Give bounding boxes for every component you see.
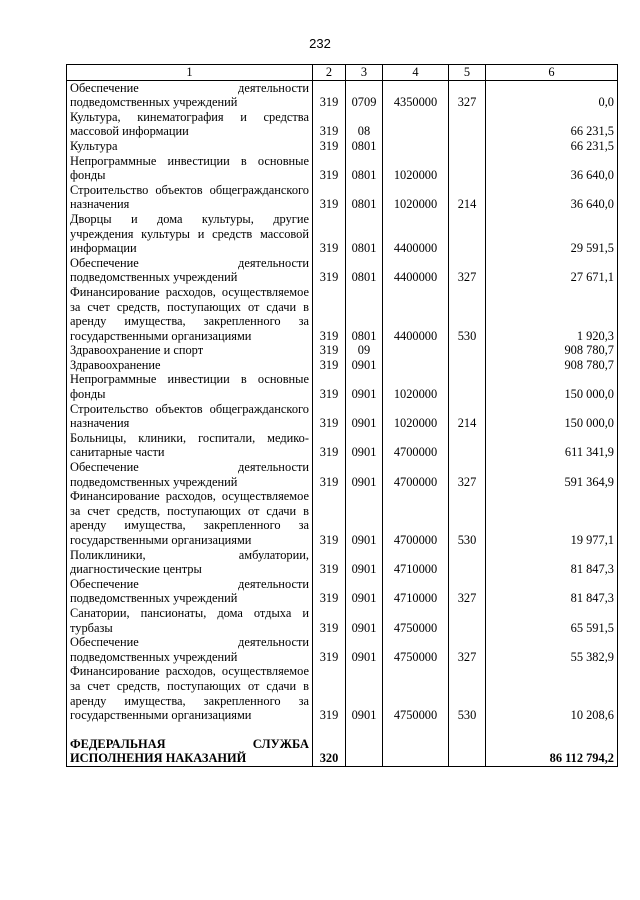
total-amount: 86 112 794,2 — [486, 737, 618, 767]
row-amount: 150 000,0 — [486, 372, 618, 401]
row-code-2: 319 — [313, 548, 346, 577]
row-name: Обеспечение деятельности подведомственных учреждений — [67, 635, 313, 664]
row-code-4: 4710000 — [383, 548, 449, 577]
row-code-5 — [449, 548, 486, 577]
row-name: Больницы, клиники, госпитали, медико-санитарные части — [67, 431, 313, 460]
row-name: Финансирование расходов, осуществляемое за счет средств, поступающих от сдачи в аренду имущества, закрепленного за государственными организациями — [67, 285, 313, 343]
row-code-5: 327 — [449, 256, 486, 285]
table-row — [67, 80, 618, 110]
table-row — [67, 154, 618, 183]
row-code-3: 0901 — [346, 635, 383, 664]
row-code-3: 0901 — [346, 358, 383, 373]
row-code-2: 319 — [313, 139, 346, 154]
table-row — [67, 460, 618, 489]
row-amount: 19 977,1 — [486, 489, 618, 547]
row-code-4: 4750000 — [383, 606, 449, 635]
row-code-4 — [383, 358, 449, 373]
table-row — [67, 606, 618, 635]
row-amount: 66 231,5 — [486, 110, 618, 139]
row-code-3: 08 — [346, 110, 383, 139]
row-code-2: 319 — [313, 460, 346, 489]
table-row — [67, 402, 618, 431]
table-body — [67, 80, 618, 766]
table-row — [67, 635, 618, 664]
total-code-2: 320 — [313, 737, 346, 767]
row-name: Обеспечение деятельности подведомственных учреждений — [67, 256, 313, 285]
row-code-3: 0901 — [346, 402, 383, 431]
row-code-5 — [449, 110, 486, 139]
row-name: Строительство объектов общегражданского назначения — [67, 402, 313, 431]
row-amount: 65 591,5 — [486, 606, 618, 635]
row-code-3: 09 — [346, 343, 383, 358]
row-code-3: 0901 — [346, 431, 383, 460]
row-code-5 — [449, 372, 486, 401]
row-code-4: 4750000 — [383, 664, 449, 722]
row-code-2: 319 — [313, 285, 346, 343]
row-code-3: 0901 — [346, 606, 383, 635]
page-number: 232 — [309, 36, 331, 51]
row-code-2: 319 — [313, 154, 346, 183]
row-code-3: 0901 — [346, 372, 383, 401]
row-code-5 — [449, 212, 486, 256]
row-name: Поликлиники, амбулатории, диагностические центры — [67, 548, 313, 577]
row-code-2: 319 — [313, 606, 346, 635]
row-code-4 — [383, 343, 449, 358]
table-row — [67, 139, 618, 154]
row-name: Финансирование расходов, осуществляемое за счет средств, поступающих от сдачи в аренду имущества, закрепленного за государственными организациями — [67, 664, 313, 722]
row-code-4: 4700000 — [383, 460, 449, 489]
spacer-row — [67, 723, 618, 737]
row-code-2: 319 — [313, 372, 346, 401]
row-amount: 55 382,9 — [486, 635, 618, 664]
table-row — [67, 577, 618, 606]
row-code-4 — [383, 139, 449, 154]
row-code-3: 0901 — [346, 460, 383, 489]
row-code-3: 0901 — [346, 548, 383, 577]
row-name: Санатории, пансионаты, дома отдыха и турбазы — [67, 606, 313, 635]
row-code-3: 0901 — [346, 577, 383, 606]
table-row — [67, 343, 618, 358]
row-amount: 29 591,5 — [486, 212, 618, 256]
row-code-3: 0801 — [346, 183, 383, 212]
column-header-5: 5 — [449, 65, 486, 81]
row-code-5 — [449, 358, 486, 373]
row-code-5: 327 — [449, 577, 486, 606]
row-code-2: 319 — [313, 183, 346, 212]
row-name: Строительство объектов общегражданского назначения — [67, 183, 313, 212]
row-amount: 611 341,9 — [486, 431, 618, 460]
row-code-2: 319 — [313, 212, 346, 256]
row-code-4 — [383, 110, 449, 139]
table-row — [67, 110, 618, 139]
row-code-2: 319 — [313, 358, 346, 373]
row-code-5 — [449, 431, 486, 460]
table-row — [67, 489, 618, 547]
row-code-2: 319 — [313, 256, 346, 285]
table-row — [67, 431, 618, 460]
row-code-2: 319 — [313, 431, 346, 460]
row-amount: 81 847,3 — [486, 577, 618, 606]
table-row — [67, 256, 618, 285]
row-code-2: 319 — [313, 577, 346, 606]
row-code-3: 0801 — [346, 285, 383, 343]
table-row — [67, 285, 618, 343]
row-code-2: 319 — [313, 110, 346, 139]
row-name: Культура, кинематография и средства массовой информации — [67, 110, 313, 139]
row-code-2: 319 — [313, 635, 346, 664]
row-code-5: 530 — [449, 489, 486, 547]
row-code-5: 530 — [449, 285, 486, 343]
row-name: Непрограммные инвестиции в основные фонды — [67, 154, 313, 183]
row-code-4: 4750000 — [383, 635, 449, 664]
row-code-4: 1020000 — [383, 402, 449, 431]
row-code-2: 319 — [313, 80, 346, 110]
row-code-2: 319 — [313, 343, 346, 358]
row-code-3: 0801 — [346, 154, 383, 183]
row-code-2: 319 — [313, 402, 346, 431]
column-header-1: 1 — [67, 65, 313, 81]
row-code-4: 4700000 — [383, 489, 449, 547]
row-code-3: 0801 — [346, 212, 383, 256]
row-code-5 — [449, 139, 486, 154]
row-amount: 908 780,7 — [486, 358, 618, 373]
row-name: Дворцы и дома культуры, другие учреждения культуры и средств массовой информации — [67, 212, 313, 256]
total-code-4 — [383, 737, 449, 767]
row-amount: 81 847,3 — [486, 548, 618, 577]
row-code-4: 4400000 — [383, 256, 449, 285]
row-code-3: 0801 — [346, 256, 383, 285]
row-code-5 — [449, 606, 486, 635]
row-amount: 36 640,0 — [486, 183, 618, 212]
row-amount: 27 671,1 — [486, 256, 618, 285]
row-code-4: 1020000 — [383, 183, 449, 212]
row-code-5: 327 — [449, 635, 486, 664]
column-header-4: 4 — [383, 65, 449, 81]
row-code-3: 0709 — [346, 80, 383, 110]
column-header-3: 3 — [346, 65, 383, 81]
row-code-5: 327 — [449, 80, 486, 110]
table-row — [67, 372, 618, 401]
row-name: Обеспечение деятельности подведомственных учреждений — [67, 460, 313, 489]
row-name: Непрограммные инвестиции в основные фонды — [67, 372, 313, 401]
row-amount: 36 640,0 — [486, 154, 618, 183]
row-code-5: 327 — [449, 460, 486, 489]
table-row — [67, 358, 618, 373]
column-header-row — [67, 65, 618, 81]
row-amount: 66 231,5 — [486, 139, 618, 154]
row-code-4: 4710000 — [383, 577, 449, 606]
row-name: Здравоохранение — [67, 358, 313, 373]
budget-table — [66, 64, 618, 767]
row-amount: 908 780,7 — [486, 343, 618, 358]
row-code-4: 4350000 — [383, 80, 449, 110]
row-name: Здравоохранение и спорт — [67, 343, 313, 358]
column-header-2: 2 — [313, 65, 346, 81]
row-code-4: 4700000 — [383, 431, 449, 460]
row-code-4: 4400000 — [383, 285, 449, 343]
row-code-2: 319 — [313, 489, 346, 547]
row-name: Обеспечение деятельности подведомственных учреждений — [67, 80, 313, 110]
row-code-5: 214 — [449, 402, 486, 431]
total-code-5 — [449, 737, 486, 767]
row-code-5: 530 — [449, 664, 486, 722]
row-code-4: 1020000 — [383, 154, 449, 183]
column-header-6: 6 — [486, 65, 618, 81]
row-amount: 150 000,0 — [486, 402, 618, 431]
row-code-3: 0901 — [346, 664, 383, 722]
table-row — [67, 212, 618, 256]
row-amount: 591 364,9 — [486, 460, 618, 489]
table-row — [67, 664, 618, 722]
row-code-5 — [449, 154, 486, 183]
total-name: ФЕДЕРАЛЬНАЯ СЛУЖБА ИСПОЛНЕНИЯ НАКАЗАНИЙ — [67, 737, 313, 767]
total-code-3 — [346, 737, 383, 767]
row-code-5: 214 — [449, 183, 486, 212]
row-code-3: 0901 — [346, 489, 383, 547]
row-code-2: 319 — [313, 664, 346, 722]
table-row — [67, 548, 618, 577]
row-code-4: 1020000 — [383, 372, 449, 401]
row-code-4: 4400000 — [383, 212, 449, 256]
row-name: Культура — [67, 139, 313, 154]
row-amount: 1 920,3 — [486, 285, 618, 343]
row-amount: 0,0 — [486, 80, 618, 110]
row-name: Обеспечение деятельности подведомственных учреждений — [67, 577, 313, 606]
row-code-5 — [449, 343, 486, 358]
row-name: Финансирование расходов, осуществляемое за счет средств, поступающих от сдачи в аренду имущества, закрепленного за государственными организациями — [67, 489, 313, 547]
row-amount: 10 208,6 — [486, 664, 618, 722]
table-row — [67, 183, 618, 212]
row-code-3: 0801 — [346, 139, 383, 154]
total-row — [67, 737, 618, 767]
